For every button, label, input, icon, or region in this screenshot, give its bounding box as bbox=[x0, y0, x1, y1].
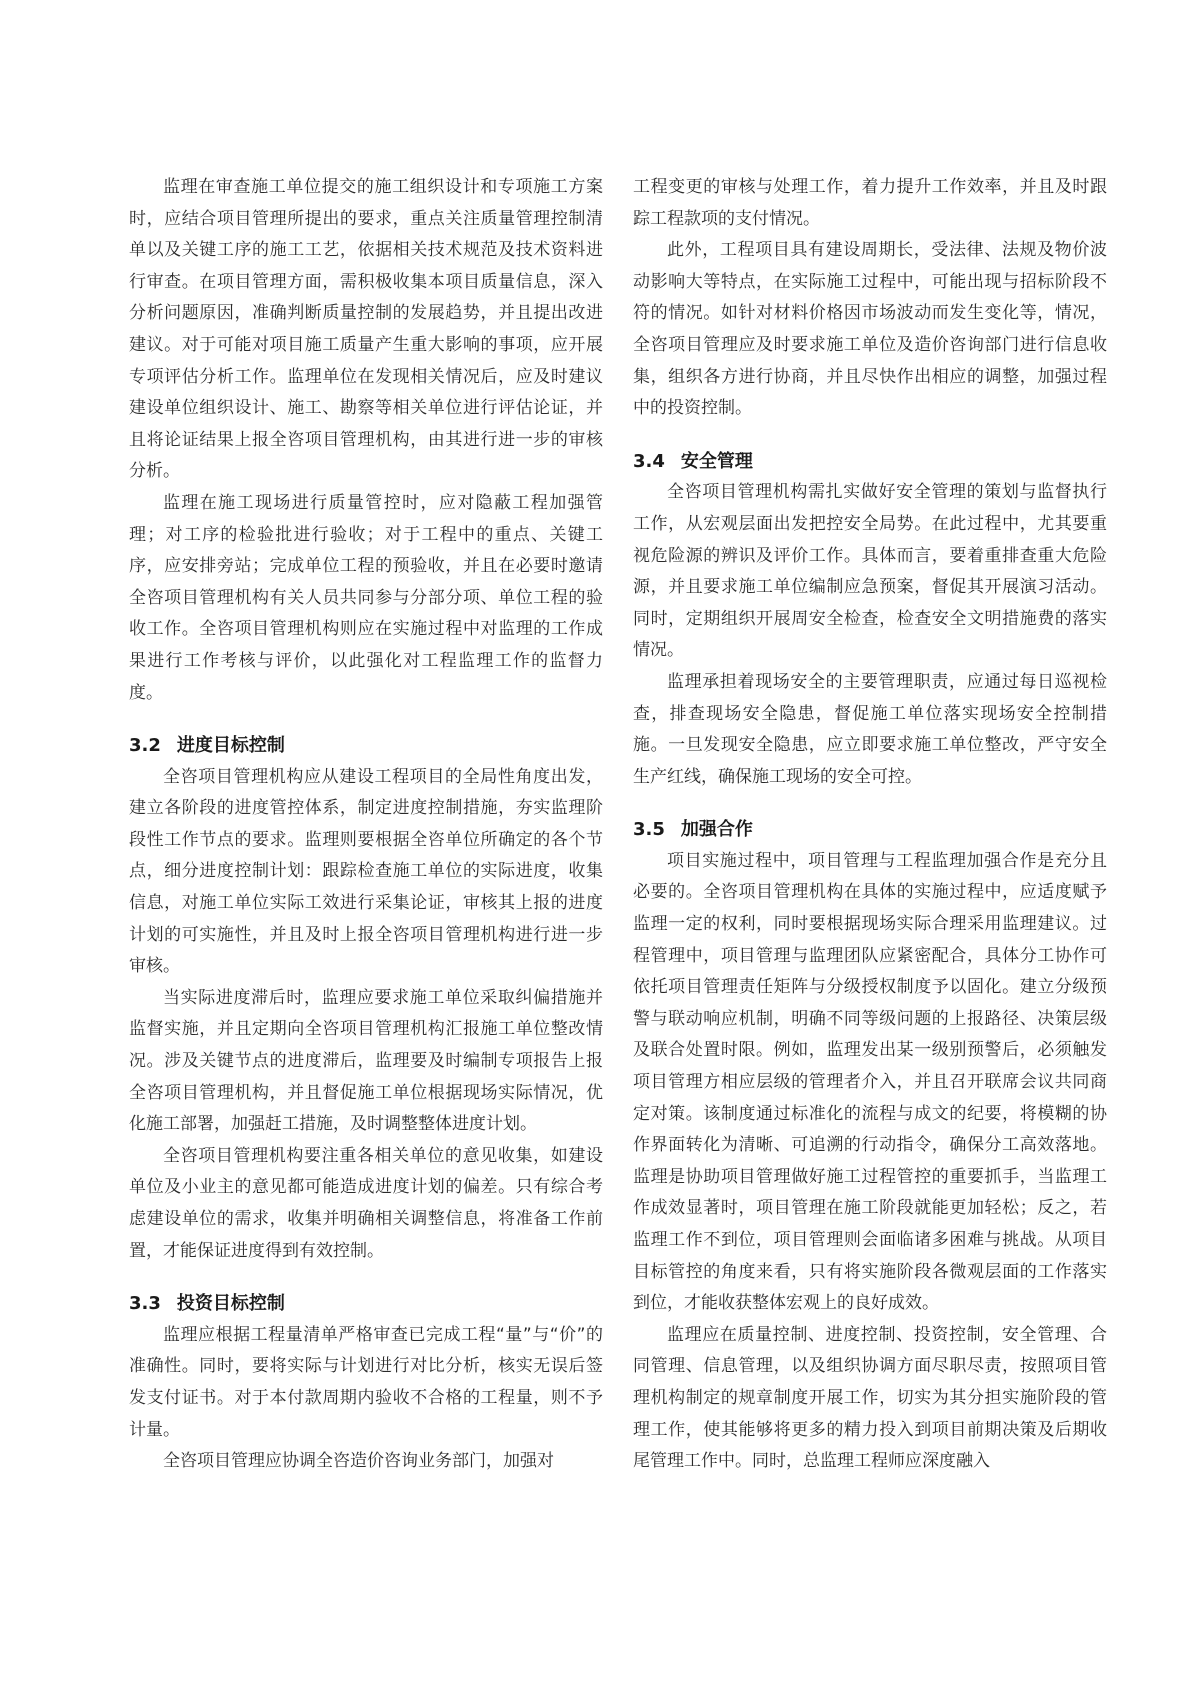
paragraph-change-review: 工程变更的审核与处理工作，着力提升工作效率，并且及时跟踪工程款项的支付情况。 bbox=[633, 177, 1107, 229]
paragraph-cost-coordination: 全咨项目管理应协调全咨造价咨询业务部门，加强对 bbox=[163, 1451, 554, 1472]
section-title: 进度目标控制 bbox=[176, 735, 285, 757]
paragraph-schedule-delay: 当实际进度滞后时，监理应要求施工单位采取纠偏措施并监督实施，并且定期向全咨项目管理机构汇报施工单位整改情况。涉及关键节点的进度滞后，监理要及时编制专项报告上报全咨项目管理机构，并且督促施工单位根据现场实际情况，优化施工部署，加强赶工措施，及时调整整体进度计划。 bbox=[129, 987, 603, 1135]
section-heading-3-5 bbox=[633, 814, 1107, 846]
paragraph-quality-review: 监理在审查施工单位提交的施工组织设计和专项施工方案时，应结合项目管理所提出的要求，重点关注质量管理控制清单以及关键工序的施工工艺，依据相关技术规范及技术资料进行审查。在项目管理方面，需积极收集本项目质量信息，深入分析问题原因，准确判断质量控制的发展趋势，并且提出改进建议。对于可能对项目施工质量产生重大影响的事项，应开展专项评估分析工作。监理单位在发现相关情况后，应及时建议建设单位组织设计、施工、勘察等相关单位进行评估论证，并且将论证结果上报全咨项目管理机构，由其进行进一步的审核分析。 bbox=[129, 177, 603, 482]
paragraph-opinion-collection: 全咨项目管理机构要注重各相关单位的意见收集，如建设单位及小业主的意见都可能造成进度计划的偏差。只有综合考虑建设单位的需求，收集并明确相关调整信息，将准备工作前置，才能保证进度得到有效控制。 bbox=[129, 1145, 603, 1261]
paragraph-price-fluctuation: 此外，工程项目具有建设周期长，受法律、法规及物价波动影响大等特点，在实际施工过程中，可能出现与招标阶段不符的情况。如针对材料价格因市场波动而发生变化等，情况，全咨项目管理应及时要求施工单位及造价咨询部门进行信息收集，组织各方进行协商，并且尽快作出相应的调整，加强过程中的投资控制。 bbox=[633, 240, 1107, 419]
section-title: 加强合作 bbox=[680, 819, 753, 841]
right-column bbox=[633, 172, 1107, 1478]
paragraph-quantity-review: 监理应根据工程量清单严格审查已完成工程“量”与“价”的准确性。同时，要将实际与计划进行对比分析，核实无误后签发支付证书。对于本付款周期内验收不合格的工程量，则不予计量。 bbox=[129, 1324, 603, 1440]
section-title: 安全管理 bbox=[680, 450, 753, 472]
section-number: 3.3 bbox=[129, 1293, 161, 1315]
section-number: 3.5 bbox=[633, 819, 665, 841]
paragraph-site-quality-control: 监理在施工现场进行质量管控时，应对隐蔽工程加强管理；对工序的检验批进行验收；对于工程中的重点、关键工序，应安排旁站；完成单位工程的预验收，并且在必要时邀请全咨项目管理机构有关人员共同参与分部分项、单位工程的验收工作。全咨项目管理机构则应在实施过程中对监理的工作成果进行工作考核与评价，以此强化对工程监理工作的监督力度。 bbox=[129, 492, 603, 703]
paragraph-schedule-system: 全咨项目管理机构应从建设工程项目的全局性角度出发，建立各阶段的进度管控体系，制定进度控制措施，夯实监理阶段性工作节点的要求。监理则要根据全咨单位所确定的各个节点，细分进度控制计划：跟踪检查施工单位的实际进度，收集信息，对施工单位实际工效进行采集论证，审核其上报的进度计划的可实施性，并且及时上报全咨项目管理机构进行进一步审核。 bbox=[129, 766, 603, 977]
paragraph-safety-planning: 全咨项目管理机构需扎实做好安全管理的策划与监督执行工作，从宏观层面出发把控安全局势。在此过程中，尤其要重视危险源的辨识及评价工作。具体而言，要着重排查重大危险源，并且要求施工单位编制应急预案，督促其开展演习活动。同时，定期组织开展周安全检查，检查安全文明措施费的落实情况。 bbox=[633, 482, 1107, 661]
paragraph-cooperation: 项目实施过程中，项目管理与工程监理加强合作是充分且必要的。全咨项目管理机构在具体的实施过程中，应适度赋予监理一定的权利，同时要根据现场实际合理采用监理建议。过程管理中，项目管理与监理团队应紧密配合，具体分工协作可依托项目管理责任矩阵与分级授权制度予以固化。建立分级预警与联动响应机制，明确不同等级问题的上报路径、决策层级及联合处置时限。例如，监理发出某一级别预警后，必须触发项目管理方相应层级的管理者介入，并且召开联席会议共同商定对策。该制度通过标准化的流程与成文的纪要，将模糊的协作界面转化为清晰、可追溯的行动指令，确保分工高效落地。监理是协助项目管理做好施工过程管控的重要抓手，当监理工作成效显著时，项目管理在施工阶段就能更加轻松；反之，若监理工作不到位，项目管理则会面临诸多困难与挑战。从项目目标管控的角度来看，只有将实施阶段各微观层面的工作落实到位，才能收获整体宏观上的良好成效。 bbox=[633, 850, 1107, 1314]
section-heading-3-2 bbox=[129, 730, 603, 762]
left-column bbox=[129, 172, 603, 1478]
section-number: 3.4 bbox=[633, 450, 665, 472]
paragraph-supervision-duties: 监理应在质量控制、进度控制、投资控制，安全管理、合同管理、信息管理，以及组织协调方面尽职尽责，按照项目管理机构制定的规章制度开展工作，切实为其分担实施阶段的管理工作，使其能够将更多的精力投入到项目前期决策及后期收尾管理工作中。同时，总监理工程师应深度融入 bbox=[633, 1324, 1107, 1472]
section-title: 投资目标控制 bbox=[176, 1293, 285, 1315]
section-heading-3-4 bbox=[633, 446, 1107, 478]
section-number: 3.2 bbox=[129, 735, 161, 757]
section-heading-3-3 bbox=[129, 1288, 603, 1320]
paragraph-site-safety: 监理承担着现场安全的主要管理职责，应通过每日巡视检查，排查现场安全隐患，督促施工单位落实现场安全控制措施。一旦发现安全隐患，应立即要求施工单位整改，严守安全生产红线，确保施工现场的安全可控。 bbox=[633, 671, 1107, 787]
